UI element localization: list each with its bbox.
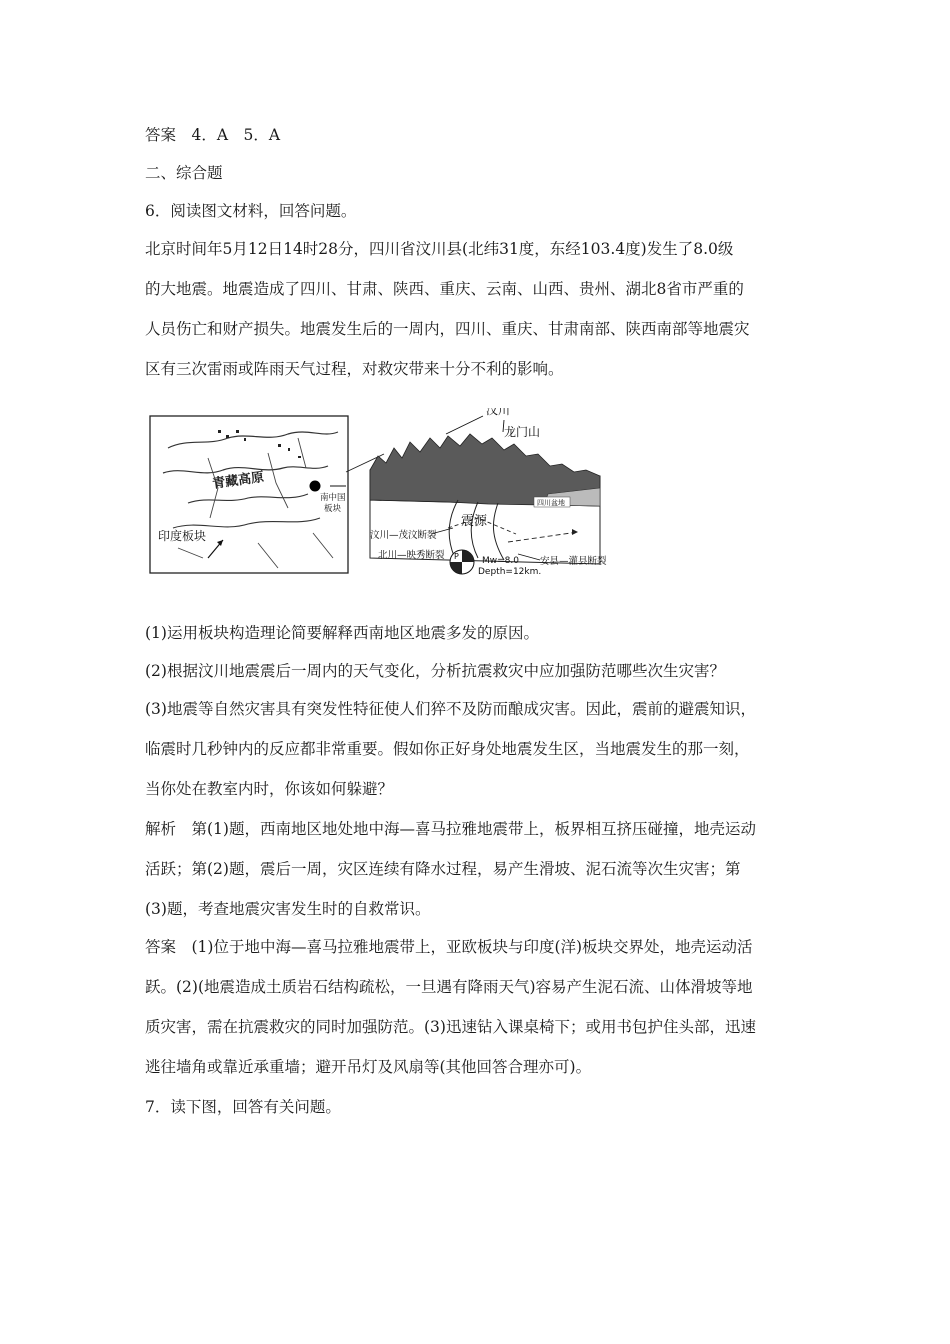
fault-3-label: 安县—灌县断裂 xyxy=(540,556,607,567)
answer-6-line-2: 跃。(2)(地震造成土质岩石结构疏松，一旦遇有降雨天气)容易产生泥石流、山体滑坡等地 xyxy=(145,978,753,996)
magnitude-label: Mw=8.0 xyxy=(482,556,519,566)
south-china-plate-label-1: 南中国 xyxy=(320,493,346,503)
material-line-2: 的大地震。地震造成了四川、甘肃、陕西、重庆、云南、山西、贵州、湖北8省市严重的 xyxy=(145,280,744,298)
answer-line-4-5: 答案 4．A 5．A xyxy=(145,126,281,144)
material-line-3: 人员伤亡和财产损失。地震发生后的一周内，四川、重庆、甘肃南部、陕西南部等地震灾 xyxy=(145,320,750,338)
answer-6-line-1: 答案 (1)位于地中海—喜马拉雅地震带上，亚欧板块与印度(洋)板块交界处，地壳运动活 xyxy=(145,938,753,956)
indian-plate-label: 印度板块 xyxy=(158,529,207,543)
depth-label: Depth=12km. xyxy=(478,567,542,577)
sub-question-1: (1)运用板块构造理论简要解释西南地区地震多发的原因。 xyxy=(145,624,539,642)
sichuan-basin-label: 四川盆地 xyxy=(537,499,565,507)
focus-label: 震源 xyxy=(461,514,488,529)
earthquake-figure xyxy=(148,408,610,578)
longmenshan-label: 龙门山 xyxy=(504,425,541,439)
longmenshan-block-diagram xyxy=(370,408,607,577)
mechanism-p-label: P xyxy=(454,552,459,561)
fault-2-label: 北川—映秀断裂 xyxy=(378,550,445,561)
sub-question-3-line-3: 当你处在教室内时，你该如何躲避？ xyxy=(145,780,394,798)
fault-1-label: 汶川—茂汶断裂 xyxy=(370,530,437,541)
focal-mechanism-icon xyxy=(450,550,474,574)
question-6-prompt: 6．阅读图文材料，回答问题。 xyxy=(145,202,357,220)
sub-question-3-line-2: 临震时几秒钟内的反应都非常重要。假如你正好身处地震发生区，当地震发生的那一刻， xyxy=(145,740,750,758)
answer-6-line-4: 逃往墙角或靠近承重墙；避开吊灯及风扇等(其他回答合理亦可)。 xyxy=(145,1058,592,1076)
sub-question-3-line-1: (3)地震等自然灾害具有突发性特征使人们猝不及防而酿成灾害。因此，震前的避震知识， xyxy=(145,700,756,718)
answer-6-line-3: 质灾害，需在抗震救灾的同时加强防范。(3)迅速钻入课桌椅下；或用书包护住头部，迅速 xyxy=(145,1018,756,1036)
wenchuan-label: 汶川 xyxy=(486,408,511,417)
section-heading-comprehensive: 二、综合题 xyxy=(145,164,223,182)
question-7-prompt: 7．读下图，回答有关问题。 xyxy=(145,1098,341,1116)
sub-question-2: (2)根据汶川地震震后一周内的天气变化，分析抗震救灾中应加强防范哪些次生灾害？ xyxy=(145,662,725,680)
plateau-label: 青藏高原 xyxy=(211,469,266,492)
material-line-1: 北京时间年5月12日14时28分，四川省汶川县(北纬31度，东经103.4度)发生了8.0级 xyxy=(145,240,734,258)
epicenter-marker xyxy=(310,481,321,492)
south-china-plate-label-2: 板块 xyxy=(324,504,342,514)
tibet-plateau-map xyxy=(150,416,348,573)
figure-svg xyxy=(148,408,610,578)
analysis-line-3: (3)题，考查地震灾害发生时的自救常识。 xyxy=(145,900,431,918)
analysis-line-1: 解析 第(1)题，西南地区地处地中海—喜马拉雅地震带上，板界相互挤压碰撞，地壳运动 xyxy=(145,820,756,838)
analysis-line-2: 活跃；第(2)题，震后一周，灾区连续有降水过程，易产生滑坡、泥石流等次生灾害；第 xyxy=(145,860,741,878)
material-line-4: 区有三次雷雨或阵雨天气过程，对救灾带来十分不利的影响。 xyxy=(145,360,564,378)
